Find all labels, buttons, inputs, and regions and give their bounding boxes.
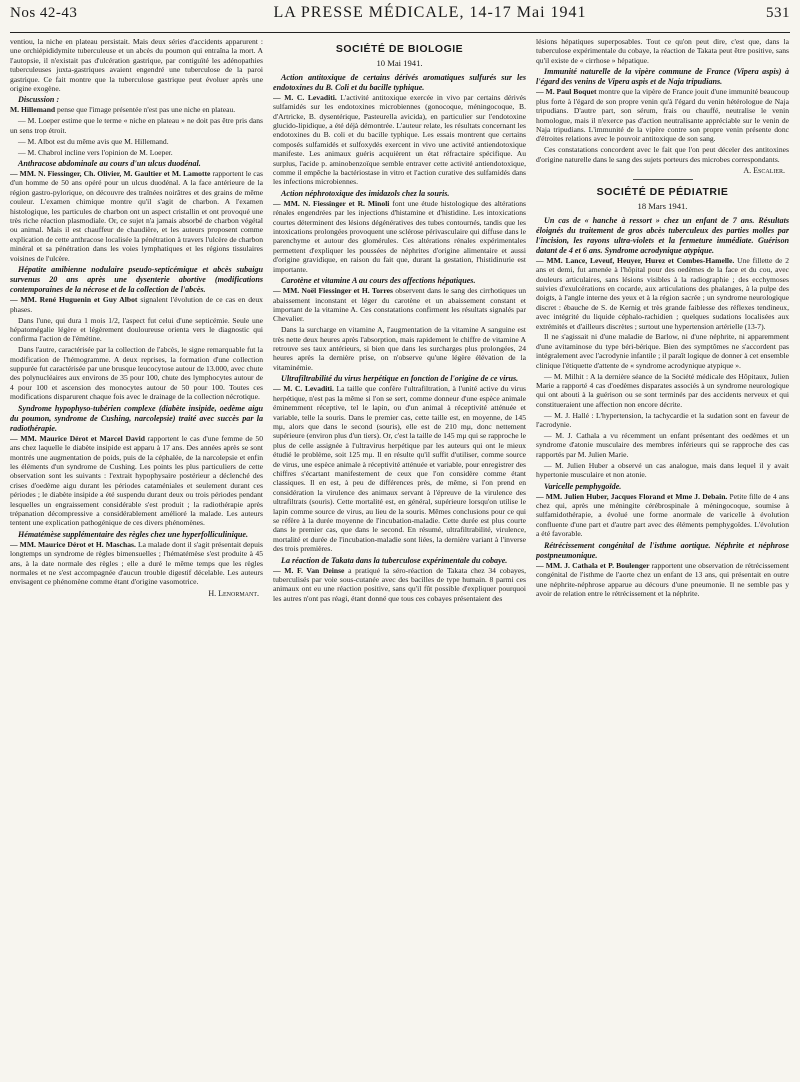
report-title: Discussion : xyxy=(18,95,60,105)
divider xyxy=(633,179,693,180)
paragraph-text: — M. Julien Huber a observé un cas analogue, mais dans lequel il y avait hypertonie musculaire et non atonie. xyxy=(536,460,789,480)
page-number: 531 xyxy=(766,5,790,21)
paragraph xyxy=(536,461,789,480)
paragraph xyxy=(10,116,263,135)
paragraph-text: La malade dont il s'agit présentait depuis longtemps un syndrome de règles bimensuelles ; l'hématémèse s'est produite à 45 ans, à la date normale des règles ; elle a duré le même temps que les règles normales et ne s'est accompagnée d'aucun trouble digestif décelable. Les auteurs envisagent ce phénomène comme étant d'origine vasomotrice. xyxy=(10,539,263,587)
paragraph-text: La taille que confère l'ultrafiltration, à l'unité active du virus herpétique, n'est pas la même si l'on se sert, comme donneur d'une espèce animale éminemment réceptive, tel le lapin, ou d'un animal à réceptivité atténuée et variable, telle la souris. Dans le premier cas, cette taille est, en moyenne, de 145 mμ, alors que dans le second (souris), elle est de 210 mμ, donc nettement supérieure (environ plus d'un tiers). Or, c'est la taille de 145 mμ qui se rapproche le plus de celle assignée à l'ultravirus herpétique par les auteurs qui ont le mieux étudié le problème, soit 125 mμ. Il en résulte qu'il suffit d'utiliser, comme source de virus, une espèce animale à réceptivité atténuée et variable, pour enregistrer des chiffres s'écartant manifestement de ceux que l'on considère comme étant classiques. Il en est, à peu de différences près, de même, si l'on prend en considération la virulence des animaux servant à l'épreuve de la virulence des ultrafiltrats (souris). Cette mortalité est, en général, supérieure lorsqu'on utilise le lapin comme source de virus, au lieu de la souris. Mêmes conclusions pour ce qui se réfère à la durée moyenne de l'incubation-maladie. Cette durée est plus courte dans le premier cas, que dans le second. En résumé, ultrafiltrabilité, virulence, mortalité et durée de l'incubation-maladie sont liées, la dernière variant à l'inverse des trois premières. xyxy=(273,384,526,554)
author-names: — MM. N. Fiessinger et R. Minoli xyxy=(273,198,393,208)
paragraph-text: Ces constatations concordent avec le fait que l'on peut déceler des antitoxines d'origine naturelle dans le sang des sujets porteurs des microbes correspondants. xyxy=(536,145,789,164)
section-date-pediatrie: 18 Mars 1941. xyxy=(637,200,688,211)
paragraph-text: font une étude histologique des altérations rénales engendrées par les injections d'histamine et d'histidine. Les intoxications courtes déterminent des lésions dégénératives des tubes contournés, tandis que les intoxications prolongées provoquent une sclérose périvasculaire qui diffuse dans le parenchyme et autour des glomérules. Ces altérations rénales expérimentales permettent d'expliquer les poussées de néphrites d'origine alimentaire et aussi d'origine gravidique, en raison du fait que, durant la gestation, l'histidinurie est importante. xyxy=(273,198,526,274)
paragraph xyxy=(273,325,526,372)
paragraph xyxy=(10,345,263,401)
author-names: — M. Paul Boquet xyxy=(536,87,599,97)
section-title-pediatrie: SOCIÉTÉ DE PÉDIATRIE xyxy=(596,185,729,198)
paragraph xyxy=(536,145,789,164)
paragraph xyxy=(273,189,526,274)
page-header xyxy=(10,4,790,33)
report-title: Action antitoxique de certains dérivés aromatiques sulfurés sur les endotoxines du B. Coli et du bacille typhique. xyxy=(273,72,526,92)
author-names: — MM. René Huguenin et Guy Albot xyxy=(10,295,141,305)
report-title: Hépatite amibienne nodulaire pseudo-septicémique et abcès subaigu survenus 20 ans après une dysenterie abortive (modifications contemporaines de la nécrose et de la collection de l'abcès. xyxy=(10,265,263,295)
report-title: Action néphrotoxique des imidazols chez la souris. xyxy=(281,188,450,198)
author-names: — MM. Maurice Dérot et H. Maschas. xyxy=(10,539,138,549)
section-title-biologie: SOCIÉTÉ DE BIOLOGIE xyxy=(335,43,464,55)
report-title: Immunité naturelle de la vipère commune de France (Vipera aspis) à l'égard des venins de Vipera aspis et de Naja tripudians. xyxy=(536,67,789,87)
paragraph-text: Il ne s'agissait ni d'une maladie de Barlow, ni d'une néphrite, ni apparemment d'une avitaminose du type béri-bérique. Bien des symptômes ne s'accordent pas intégralement avec l'acrodynie infantile ; il paraît logique de donner à cet ensemble clinique l'étiquette d'attente de « syndrome acrodynique atypique ». xyxy=(536,332,789,370)
paragraph-text: — M. Milhit : A la dernière séance de la Société médicale des Hôpitaux, Julien Marie a rapporté 4 cas d'oedèmes disparates associés à un syndrome neurologique qui ont abouti à la guérison ou se sont terminés par des accidents nerveux et qui constitueraient une affection non encore décrite. xyxy=(536,371,789,409)
paragraph xyxy=(10,37,263,93)
paragraph xyxy=(273,374,526,553)
paragraph-text: Dans l'une, qui dura 1 mois 1/2, l'aspect fut celui d'une septicémie. Seule une hépatomégalie légère et légèrement douloureuse orienta vers le diagnostic qui confirma l'action de l'émétine. xyxy=(10,315,263,344)
paragraph-text: — M. J. Hallé : L'hypertension, la tachycardie et la sudation sont en faveur de l'acrodynie. xyxy=(536,410,789,430)
author-names: — MM. Lance, Leveuf, Heuyer, Hurez et Combes-Hamelle. xyxy=(536,255,738,265)
paragraph xyxy=(10,316,263,344)
report-title: Carotène et vitamine A au cours des affections hépatiques. xyxy=(281,276,476,286)
column-1 xyxy=(10,37,263,1081)
paragraph-text: rapportent le cas d'une femme de 50 ans chez laquelle le diabète insipide est apparu à 17 ans. Des années après se sont montrés une augmentation de poids, puis de la céphalée, de la narcolepsie et enfin les éléments d'un syndrome de Cushing. Les points les plus particuliers de cette observation sont les suivants : l'extrait hypophysaire postérieur a déclenché des crises d'oedème aigu durant les périodes cataméniales et seulement durant ces périodes ; le diabète insipide a été suspendu durant deux ou trois périodes pendant lesquelles un engraissement considérable s'est produit ; la radiothérapie après trépanation décompressive a considérablement amélioré la malade. Les auteurs tentent une explication pathogénique de ces divers phénomènes. xyxy=(10,433,263,528)
section-date-biologie: 10 Mai 1941. xyxy=(376,58,423,69)
col2-body xyxy=(273,73,526,604)
paragraph-text: rapportent une observation de rétrécissement congénital de l'isthme de l'aorte chez un enfant de 13 ans, qui présentait en outre une néphrite-néphrose apparue au décours d'une pneumonie. Il ne semble pas y avoir de relation entre le rétrécissement et la néphrite. xyxy=(536,560,789,598)
paragraph xyxy=(10,404,263,528)
author-names: — MM. Noël Fiessinger et H. Torres xyxy=(273,286,396,296)
paragraph-text: Dans l'autre, caractérisée par la collection de l'abcès, le signe remarquable fut la modification de l'hémogramme. A deux reprises, la formation d'une collection suppurée fut caractérisée par une brusque leucocytose autour de 13.000, avec chute des polynucléaires aux environs de 35 pour 100, chute des lymphocytes autour de 4 pour 100 et ascension des monocytes autour de 50 pour 100. Toutes ces modifications disparurent chaque fois avec le drainage de la collection nécrotique. xyxy=(10,345,263,402)
paragraph xyxy=(536,431,789,459)
author-names: — MM. N. Fiessinger, Ch. Olivier, M. Gaultier et M. Lamotte xyxy=(10,169,213,179)
report-title: Hématémèse supplémentaire des règles chez une hyperfolliculinique. xyxy=(18,529,248,539)
issue-number: Nos 42-43 xyxy=(10,5,78,21)
column-3 xyxy=(536,37,789,1081)
col3-body xyxy=(536,37,789,164)
paragraph xyxy=(10,137,263,146)
paragraph xyxy=(536,411,789,430)
paragraph-text: — M. J. Cathala a vu récemment un enfant présentant des oedèmes et un syndrome d'atonie musculaire des membres inférieurs qui se rapproche des cas rapportés par M. Julien Marie. xyxy=(536,431,789,459)
signature-escalier: A. Escalier. xyxy=(743,166,785,176)
report-title: La réaction de Takata dans la tuberculose expérimentale du cobaye. xyxy=(281,555,508,565)
report-title: Rétrécissement congénital de l'isthme aortique. Néphrite et néphrose postpneumonique. xyxy=(536,540,789,560)
paragraph-text: observent dans le sang des cirrhotiques un abaissement inconstant et léger du carotène et un abaissement constant et important de la vitamine A. Ces constatations confirment les résultats signalés par Chevalier. xyxy=(273,286,526,324)
paragraph-text: montre que la vipère de France jouit d'une immunité beaucoup plus forte à l'égard de son propre venin qu'à l'égard du venin hétérologue de Naja tripudians. D'autre part, son sérum, frais ou chauffé, neutralise le venin homologue, mais il n'exerce pas d'action neutralisante appréciable sur le venin de Naja tripudians. L'immunité de la vipère contre son propre venin présente donc d'étroites relations avec le pouvoir antitoxique de son sang. xyxy=(536,87,789,144)
paragraph-text: ventiou, la niche en plateau persistait. Mais deux séries d'accidents apparurent : une orchiépididymite tuberculeuse et un abcès du poumon qui entraîna la mort. A l'autopsie, il n'existait pas d'ulcération gastrique, par contiguïté les adénopathies tuberculeuses juxta-gastriques avaient engendré une tuberculose de la paroi gastrique. Ce fait montre que la tuberculose gastrique peut évoluer après une origine exogène. xyxy=(10,37,263,94)
paragraph xyxy=(536,482,789,539)
paragraph xyxy=(10,95,263,114)
paragraph-text: pense que l'image présentée n'est pas une niche en plateau. xyxy=(57,105,236,115)
journal-title: LA PRESSE MÉDICALE, 14-17 Mai 1941 xyxy=(273,4,587,21)
paragraph xyxy=(536,67,789,144)
paragraph-text: Petite fille de 4 ans chez qui, après une méningite cérébrospinale à méningocoque, soumise à sulfamidothérapie, a évolué une forme anormale de varicelle à évolution confluente d'une part et d'autre part avec des éléments pemphygoïdes. L'évolution a été favorable. xyxy=(536,491,789,539)
paragraph-text: — M. Albot est du même avis que M. Hillemand. xyxy=(18,136,169,146)
paragraph xyxy=(536,372,789,410)
report-title: Ultrafiltrabilité du virus herpétique en fonction de l'origine de ce virus. xyxy=(281,374,519,384)
paragraph xyxy=(536,332,789,370)
paragraph xyxy=(273,276,526,324)
author-names: — M. C. Levaditi. xyxy=(273,384,337,394)
author-names: M. Hillemand xyxy=(10,105,58,115)
paragraph xyxy=(10,530,263,587)
author-names: — MM. Julien Huber, Jacques Florand et Mme J. Debain. xyxy=(536,491,730,501)
author-names: — M. C. Levaditi. xyxy=(273,92,341,102)
paragraph-text: lésions hépatiques superposables. Tout ce qu'on peut dire, c'est que, dans la tuberculose expérimentale du cobaye, la réaction de Takata peut être positive, sans qu'il existe de « cirrhose » hépatique. xyxy=(536,37,789,65)
paragraph-text: — M. Loeper estime que le terme « niche en plateau » ne doit pas être pris dans un sens trop étroit. xyxy=(10,116,263,135)
paragraph-text: a pratiqué la séro-réaction de Takata chez 34 cobayes, tuberculisés par voie sous-cutanée avec des bacilles de type humain. 8 parmi ces animaux ont eu une réaction positive, sans qu'il fût possible d'expliquer pourquoi les autres n'ont pas réagi, étant donné que tous ces cobayes présentaient des xyxy=(273,565,526,603)
paragraph-text: — M. Chabrol incline vers l'opinion de M. Loeper. xyxy=(18,147,173,157)
signature-lenormant: H. Lenormant. xyxy=(208,588,259,598)
paragraph xyxy=(10,265,263,314)
paragraph-text: Dans la surcharge en vitamine A, l'augmentation de la vitamine A sanguine est très nette deux heures après l'absorption, mais rapidement le chiffre de vitamine A retrouve ses taux antérieurs, si bien que dans les surcharges plus prolongées, 24 heures après la dernière prise, on n'observe qu'une légère élévation de la vitaminémie. xyxy=(273,325,526,372)
report-title: Un cas de « hanche à ressort » chez un enfant de 7 ans. Résultats éloignés du traitement de gros abcès tuberculeux des parties molles par l'incision, les rayons ultra-violets et la fermeture immédiate. Guérison datant de 4 et 6 ans. Syndrome acrodynique atypique. xyxy=(536,215,789,255)
report-title: Syndrome hypophyso-tubérien complexe (diabète insipide, oedème aigu du poumon, syndrome de Cushing, narcolepsie) traité avec succès par la radiothérapie. xyxy=(10,403,263,433)
paragraph xyxy=(273,556,526,604)
col3b-body xyxy=(536,216,789,599)
paragraph xyxy=(10,159,263,263)
paragraph xyxy=(10,148,263,157)
paragraph-text: Une fillette de 2 ans et demi, fut amenée à l'hôpital pour des oedèmes de la face et du cou, avec douleurs articulaires, sans lésions visibles à la radiographie ; des ecchymoses suivies d'exulcérations en cocarde, aux articulations des phalanges, à la pulpe des doigts, à l'angle interne des yeux et à la région sacrée ; un syndrome neurologique discret : ébauche de S. de Kernig et très grande faiblesse des réflexes tendineux, avec intégrité du liquide céphalo-rachidien ; quelques sudations localisées aux extrémités et d'ailleurs discrètes ; surtout une hypertension artérielle (13-7). xyxy=(536,255,789,331)
col1-body xyxy=(10,37,263,587)
report-title: Varicelle pemphygoïde. xyxy=(544,481,622,491)
author-names: — MM. Maurice Dérot et Marcel David xyxy=(10,433,148,443)
column-2 xyxy=(273,37,526,1081)
author-names: — M. F. Van Deinse xyxy=(273,565,349,575)
paragraph xyxy=(536,37,789,65)
author-names: — MM. J. Cathala et P. Boulenger xyxy=(536,560,652,570)
paragraph-text: rapportent le cas d'un homme de 50 ans opéré pour un ulcus duodénal. A la face antérieure de la région gastro-pylorique, on découvre des traînées noirâtres et des grains de même couleur. L'examen chimique montre qu'il s'agit de charbon. A l'examen histologique, les particules de charbon ont un aspect cristallin et ont provoqué une très riche réaction plasmodiale. Or, ce sujet n'a jamais absorbé de charbon végétal ou animal. Mais il est chauffeur de chaudière, et les auteurs proposent comme explication de cette anthracose localisée la pénétration à travers l'ulcère de charbon minéral et sa pénétration dans les voies lymphatiques et les régions tissulaires voisines de l'ulcère. xyxy=(10,169,263,263)
paragraph xyxy=(536,216,789,331)
paragraph-text: L'activité antitoxique exercée in vivo par certains dérivés sulfamidés sur les endotoxines microbiennes (gonocoque, méningocoque, B. d'Artricke, B. dysentérique, Pasteurella avicida), en particulier sur l'endotoxine glucido-lipidique, a été déjà démontrée. L'auteur relate, les résultats concernant les endotoxines du B. coli et du bacille typhique. Les essais montrent que certains composés sulfamidés et sulfoxydés exercent in vivo une activité antiendotoxique manifeste. Les animaux guéris acquièrent un état réfractaire spécifique. Au surplus, l'acide p. aminobenzoïque semble entraver cette activité antiendotoxique, comme il empêche la bactériostase in vitro et l'action curative des sulfamidés dans les infections microbiennes. xyxy=(273,92,526,187)
paragraph xyxy=(536,541,789,599)
paragraph xyxy=(273,73,526,187)
paragraph-text: signalent l'évolution de ce cas en deux phases. xyxy=(10,295,263,314)
report-title: Anthracose abdominale au cours d'un ulcus duodénal. xyxy=(18,159,201,168)
